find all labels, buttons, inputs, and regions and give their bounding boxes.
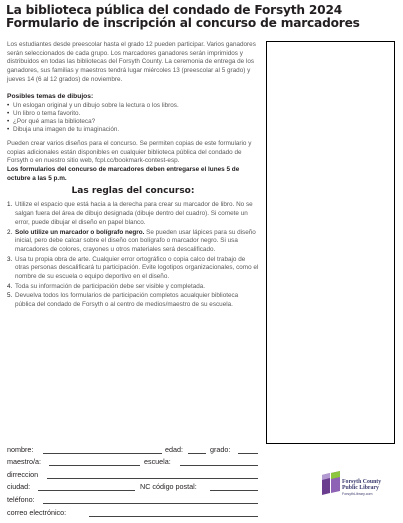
- grade-field[interactable]: [238, 453, 258, 454]
- page-title: [6, 4, 401, 30]
- name-label: nombre:: [7, 444, 34, 454]
- rule-number: 1.: [7, 201, 13, 209]
- name-field[interactable]: [43, 453, 162, 454]
- school-field[interactable]: [180, 465, 258, 466]
- topic-item: • Un eslogan original y un dibujo sobre la lectura o los libros.: [7, 102, 259, 110]
- rule-item: [7, 256, 259, 282]
- school-label: escuela:: [144, 457, 171, 467]
- topics-list: [7, 102, 259, 134]
- age-label: edad:: [165, 444, 183, 454]
- city-label: ciudad:: [7, 482, 31, 492]
- rules-list: [7, 201, 259, 309]
- teacher-label: maestro/a:: [7, 457, 41, 467]
- phone-field[interactable]: [43, 503, 258, 504]
- email-label: correo electrónico:: [7, 507, 67, 517]
- instructions-column: [7, 41, 259, 311]
- rule-item: [7, 201, 259, 227]
- form-row-teacher: [7, 456, 259, 469]
- address-label: dirreccion: [7, 469, 39, 479]
- title-line-1: La biblioteca pública del condado de Forsyth 2024: [6, 3, 343, 17]
- rule-number: 5.: [7, 292, 13, 300]
- form-row-address: [7, 468, 259, 481]
- topic-item: • ¿Por qué amas la biblioteca?: [7, 118, 259, 126]
- rule-item: [7, 292, 259, 309]
- logo-text: [342, 479, 381, 497]
- logo-name-line-2: Public Library: [342, 485, 379, 492]
- rule-number: 3.: [7, 255, 13, 263]
- entry-form: [7, 443, 259, 519]
- address-field[interactable]: [47, 478, 258, 479]
- teacher-field[interactable]: [49, 465, 140, 466]
- rule-text: Devuelva todos los formularios de participación completos acualquier biblioteca pública del condado de Forsyth o al centro de medios/maestro de su escuela.: [15, 292, 239, 309]
- zip-label: NC código postal:: [140, 482, 197, 492]
- bookmark-drawing-area[interactable]: [266, 41, 395, 444]
- rules-heading: Las reglas del concurso:: [71, 186, 195, 197]
- rule-text: Toda su información de participación debe ser visible y completada.: [15, 282, 206, 290]
- book-icon: [320, 469, 342, 495]
- rule-number: 4.: [7, 282, 13, 290]
- city-field[interactable]: [38, 490, 135, 491]
- rule-number: 2.: [7, 228, 13, 236]
- library-logo: [320, 469, 398, 515]
- copies-paragraph: Pueden crear varios diseños para el concurso. Se permiten copias de este formulario y copias adicionales están disponibles en cualquier biblioteca pública del condado de Forsyth o en nuestro sitio web, fcpl.cc/bookmark-contest-esp.: [7, 139, 252, 165]
- topic-item: • Un libro o tema favorito.: [7, 110, 259, 118]
- rule-emphasis: Solo utilize un marcador o bolígrafo negro.: [15, 228, 145, 236]
- logo-url: ForsythLibrary.com: [342, 492, 373, 497]
- form-row-name: [7, 443, 259, 456]
- phone-label: teléfono:: [7, 494, 35, 504]
- title-line-2: Formulario de inscripción al concurso de marcadores: [6, 16, 360, 30]
- rule-text: Utilize el espacio que está hacia a la derecha para crear su marcador de libro. No se salgan fuera del área de dibujo designada (dibuje dentro del cuadro). Si comete un error, puede dibujar el diseño en papel blanco.: [15, 201, 253, 226]
- topic-item: • Dibuja una imagen de tu imaginación.: [7, 126, 259, 134]
- email-field[interactable]: [89, 516, 258, 517]
- rule-item: [7, 283, 259, 292]
- age-field[interactable]: [188, 453, 206, 454]
- deadline-notice: Los formularios del concurso de marcadores deben entregarse el lunes 5 de octubre a las 5 p.m.: [7, 166, 240, 182]
- form-row-email: [7, 506, 259, 519]
- logo-name-line-1: Forsyth County: [342, 479, 382, 485]
- zip-field[interactable]: [210, 490, 258, 491]
- form-row-phone: [7, 493, 259, 506]
- rule-item: [7, 229, 259, 255]
- topics-heading: Posibles temas de dibujos:: [7, 92, 94, 100]
- rule-text: Usa tu propia obra de arte. Cualquier error ortográfico o copia calco del trabajo de otras personas descalificará tu participación. Evite logotipos organizacionales, como el nombre de su escuela o equipo deportivo en el diseño.: [15, 255, 259, 281]
- form-row-city: [7, 481, 259, 494]
- grade-label: grado:: [210, 444, 231, 454]
- rule-text: Se pueden usar lápices para su diseño inicial, pero debe calcar sobre el diseño con bolígrafo o marcador negro. Si usa marcadores de colores, crayones u otros materiales será descalificado.: [15, 228, 256, 253]
- intro-paragraph: Los estudiantes desde preescolar hasta el grado 12 pueden participar. Varios ganadores serán seleccionados de cada grupo. Los marcadores ganadores serán imprimidos y distribuidos en todas las bibliotecas del Forsyth County. La ceremonia de entrega de los ganadores, sus familias y maestros tendrá lugar miércoles 13 (preescolar al 5 grado) y jueves 14 (6 al 12 grados) de noviembre.: [7, 41, 256, 83]
